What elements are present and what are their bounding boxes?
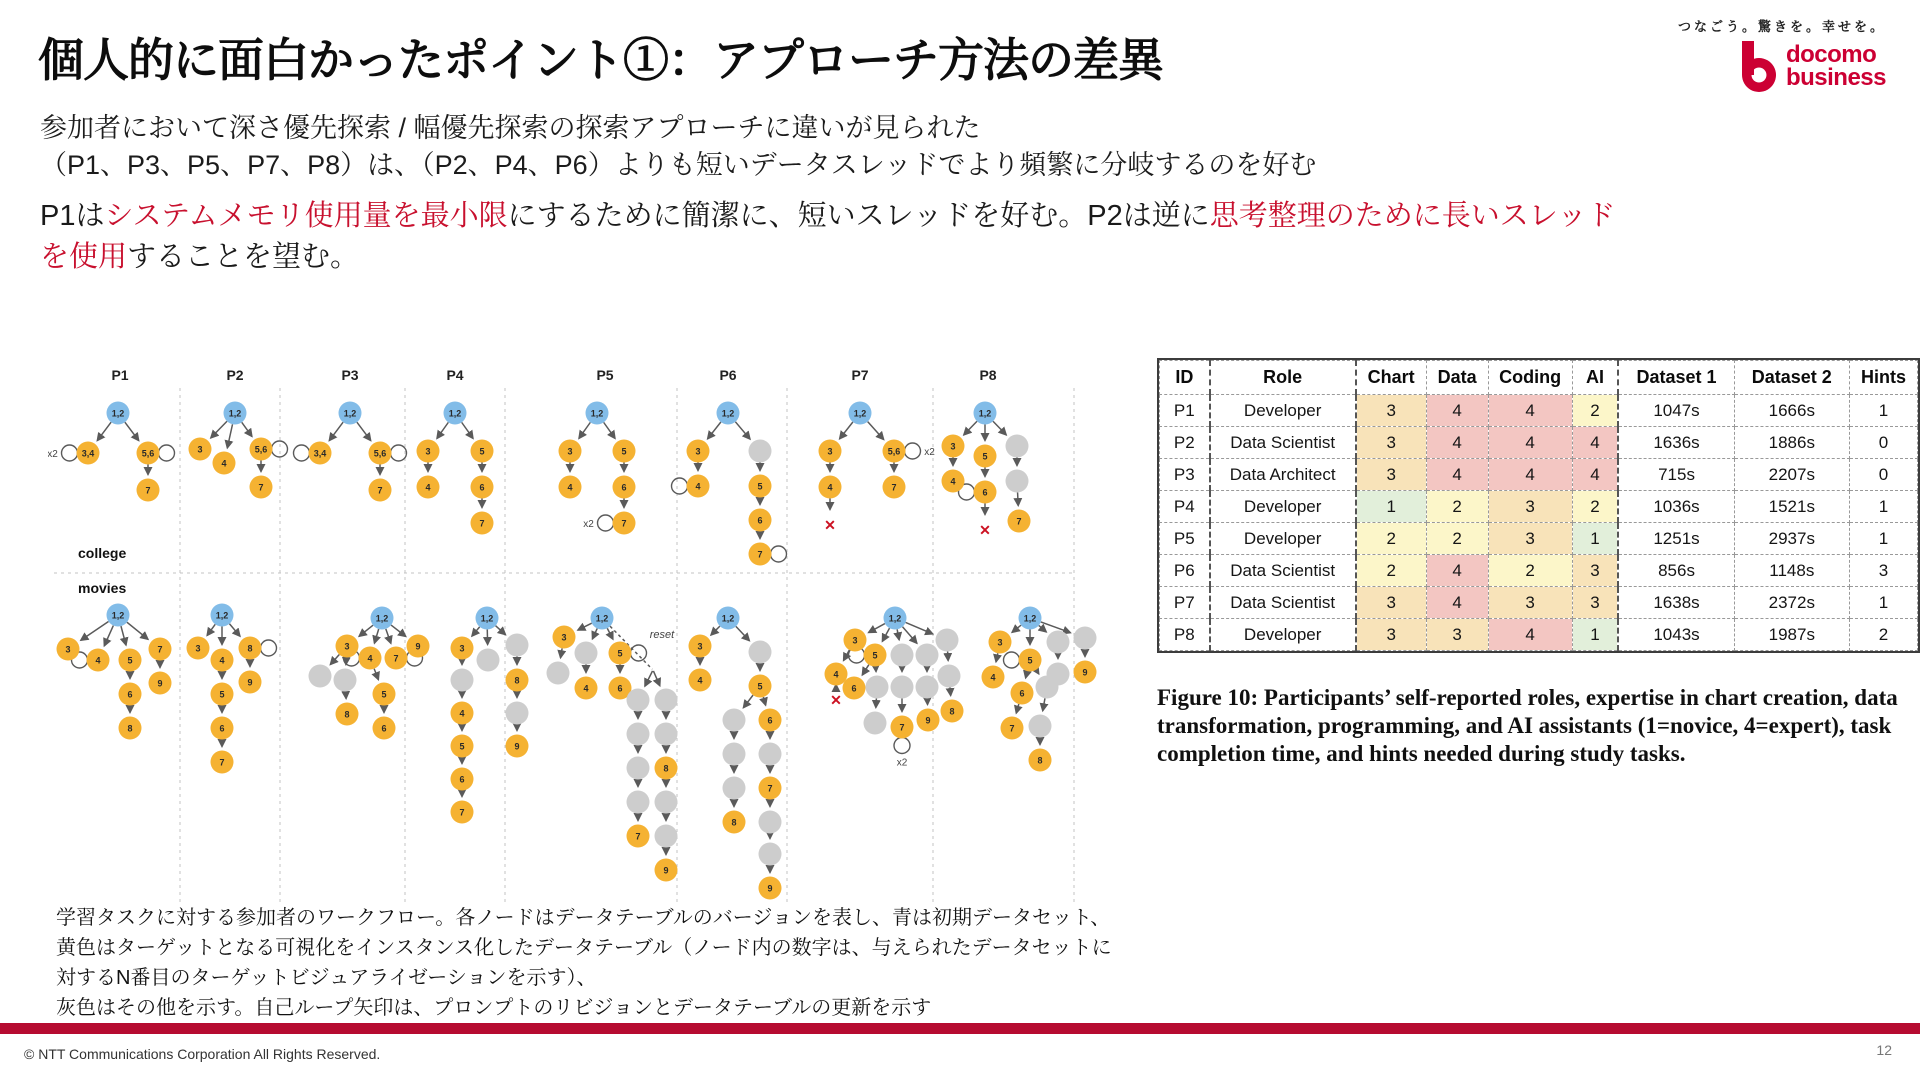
table-cell: 4 <box>1426 587 1488 619</box>
table-cell: P3 <box>1160 459 1210 491</box>
table-cell: Data Scientist <box>1210 587 1356 619</box>
table-cell: 3 <box>1356 427 1426 459</box>
table-cell: 0 <box>1849 427 1917 459</box>
svg-text:4: 4 <box>950 476 956 487</box>
table-row <box>1160 459 1918 491</box>
table-cell: 3 <box>1356 395 1426 427</box>
table-header-cell: Coding <box>1488 361 1572 395</box>
table-cell: Developer <box>1210 491 1356 523</box>
table-cell: 1521s <box>1734 491 1849 523</box>
svg-text:6: 6 <box>621 482 627 493</box>
svg-text:8: 8 <box>514 675 520 686</box>
svg-text:3: 3 <box>852 635 858 646</box>
svg-text:8: 8 <box>663 763 669 774</box>
svg-text:4: 4 <box>697 675 703 686</box>
svg-text:✕: ✕ <box>979 522 991 538</box>
table-row <box>1160 427 1918 459</box>
table-cell: 3 <box>1572 587 1618 619</box>
svg-text:5: 5 <box>757 481 763 492</box>
table-cell: 1 <box>1849 395 1917 427</box>
svg-text:1,2: 1,2 <box>228 408 242 419</box>
table-cell: 856s <box>1618 555 1734 587</box>
table-cell: P7 <box>1160 587 1210 619</box>
svg-text:x2: x2 <box>583 519 594 530</box>
svg-text:7: 7 <box>1016 516 1022 527</box>
svg-text:8: 8 <box>344 709 350 720</box>
table-cell: P2 <box>1160 427 1210 459</box>
svg-text:4: 4 <box>459 708 465 719</box>
table-cell: 1 <box>1849 491 1917 523</box>
workflow-figure <box>48 296 1128 908</box>
svg-text:7: 7 <box>219 757 225 768</box>
svg-text:5,6: 5,6 <box>887 446 901 457</box>
svg-text:4: 4 <box>695 481 701 492</box>
svg-text:3: 3 <box>425 446 431 457</box>
svg-text:3: 3 <box>561 632 567 643</box>
table-cell: 3 <box>1356 587 1426 619</box>
figure-caption: Figure 10: Participants’ self-reported roles, expertise in chart creation, data transformation, programming, and AI assistants (1=novice, 4=expert), task completion time, and hints needed during study tasks. <box>1157 685 1898 766</box>
svg-text:9: 9 <box>663 865 669 876</box>
svg-text:P3: P3 <box>341 367 359 383</box>
text-line: 灰色はその他を示す。自己ループ矢印は、プロンプトのリビジョンとデータテーブルの更新を示す <box>56 997 932 1019</box>
svg-text:1,2: 1,2 <box>111 408 125 419</box>
table-cell: P5 <box>1160 523 1210 555</box>
brand-word-2: business <box>1785 64 1886 91</box>
svg-text:6: 6 <box>479 482 485 493</box>
table-cell: 2937s <box>1734 523 1849 555</box>
table-cell: 1636s <box>1618 427 1734 459</box>
svg-text:4: 4 <box>425 482 431 493</box>
svg-text:5: 5 <box>621 446 627 457</box>
table-cell: 1036s <box>1618 491 1734 523</box>
intro-text <box>40 110 1316 184</box>
svg-text:4: 4 <box>990 672 996 683</box>
svg-text:6: 6 <box>1019 688 1025 699</box>
table-row <box>1160 523 1918 555</box>
table-header-cell: Data <box>1426 361 1488 395</box>
table-cell: 1 <box>1849 523 1917 555</box>
participants-table <box>1157 358 1920 653</box>
table-cell: 2 <box>1572 395 1618 427</box>
table-cell: 1251s <box>1618 523 1734 555</box>
table-cell: 1638s <box>1618 587 1734 619</box>
svg-text:6: 6 <box>982 487 988 498</box>
table-cell: 1 <box>1572 523 1618 555</box>
table-cell: 3 <box>1356 459 1426 491</box>
svg-text:1,2: 1,2 <box>480 613 494 624</box>
svg-text:4: 4 <box>567 482 573 493</box>
table-cell: Developer <box>1210 395 1356 427</box>
svg-text:9: 9 <box>157 678 163 689</box>
svg-text:8: 8 <box>127 723 133 734</box>
brand-wordmark <box>1785 41 1886 91</box>
svg-text:1,2: 1,2 <box>343 408 357 419</box>
svg-text:4: 4 <box>367 653 373 664</box>
table-cell: 0 <box>1849 459 1917 491</box>
table-cell: 4 <box>1572 459 1618 491</box>
table-row <box>1160 491 1918 523</box>
figure-note <box>56 903 1112 1023</box>
svg-text:9: 9 <box>925 715 931 726</box>
svg-text:reset: reset <box>649 629 675 641</box>
svg-text:P5: P5 <box>596 367 614 383</box>
table-cell: 3 <box>1488 491 1572 523</box>
table-cell: 2 <box>1488 555 1572 587</box>
table-cell: 4 <box>1488 619 1572 651</box>
text-span: することを望む。 <box>127 241 360 273</box>
table-cell: Developer <box>1210 619 1356 651</box>
svg-text:1,2: 1,2 <box>375 613 389 624</box>
svg-text:3: 3 <box>997 637 1003 648</box>
table-cell: 2 <box>1572 491 1618 523</box>
table-cell: 2 <box>1356 555 1426 587</box>
svg-text:3: 3 <box>567 446 573 457</box>
highlight-text <box>40 196 1640 278</box>
svg-text:7: 7 <box>377 485 383 496</box>
docomo-logo <box>1678 16 1886 93</box>
table-cell: 4 <box>1426 427 1488 459</box>
svg-text:7: 7 <box>1009 723 1015 734</box>
text-span: P1は <box>40 200 105 232</box>
svg-text:4: 4 <box>583 683 589 694</box>
svg-text:4: 4 <box>827 482 833 493</box>
table-cell: 2207s <box>1734 459 1849 491</box>
svg-text:P8: P8 <box>979 367 997 383</box>
svg-text:5: 5 <box>982 451 988 462</box>
svg-text:5: 5 <box>872 650 878 661</box>
svg-text:8: 8 <box>731 817 737 828</box>
table-cell: P6 <box>1160 555 1210 587</box>
text-line: 参加者において深さ優先探索 / 幅優先探索の探索アプローチに違いが見られた <box>40 113 981 143</box>
table-header-cell: Dataset 2 <box>1734 361 1849 395</box>
svg-text:P7: P7 <box>851 367 869 383</box>
table-header-cell: ID <box>1160 361 1210 395</box>
svg-text:x2: x2 <box>48 449 58 460</box>
text-line: 対するN番目のターゲットビジュアライゼーションを示す）、 <box>56 967 597 989</box>
table-cell: 1987s <box>1734 619 1849 651</box>
svg-text:P2: P2 <box>226 367 244 383</box>
table-cell: 1 <box>1849 587 1917 619</box>
svg-text:3: 3 <box>695 446 701 457</box>
table-cell: 2372s <box>1734 587 1849 619</box>
svg-text:3: 3 <box>827 446 833 457</box>
svg-text:3: 3 <box>195 643 201 654</box>
table-header-cell: Dataset 1 <box>1618 361 1734 395</box>
svg-text:6: 6 <box>219 723 225 734</box>
svg-text:6: 6 <box>767 715 773 726</box>
svg-text:5: 5 <box>219 689 225 700</box>
table-cell: 4 <box>1488 459 1572 491</box>
svg-text:5,6: 5,6 <box>254 444 268 455</box>
svg-text:P4: P4 <box>446 367 464 383</box>
svg-text:3,4: 3,4 <box>313 448 327 459</box>
page-number: 12 <box>1876 1042 1892 1058</box>
svg-text:7: 7 <box>479 518 485 529</box>
svg-text:3: 3 <box>197 444 203 455</box>
table-cell: 1043s <box>1618 619 1734 651</box>
svg-text:6: 6 <box>127 689 133 700</box>
svg-text:1,2: 1,2 <box>448 408 462 419</box>
svg-text:7: 7 <box>157 644 163 655</box>
svg-text:5: 5 <box>1027 655 1033 666</box>
svg-text:1,2: 1,2 <box>978 408 992 419</box>
table-cell: 3 <box>1572 555 1618 587</box>
svg-text:P1: P1 <box>111 367 129 383</box>
table-cell: 2 <box>1426 523 1488 555</box>
svg-text:5,6: 5,6 <box>141 448 155 459</box>
brand-lockup <box>1678 41 1886 93</box>
svg-text:1,2: 1,2 <box>590 408 604 419</box>
table-cell: 1666s <box>1734 395 1849 427</box>
table-cell: 1886s <box>1734 427 1849 459</box>
table-cell: 1047s <box>1618 395 1734 427</box>
brand-tagline: つなごう。驚きを。幸せを。 <box>1677 19 1886 34</box>
svg-text:8: 8 <box>1037 755 1043 766</box>
table-cell: 3 <box>1488 587 1572 619</box>
table-cell: Developer <box>1210 523 1356 555</box>
svg-text:5: 5 <box>459 741 465 752</box>
text-span: システムメモリ使用量を最小限 <box>104 200 508 232</box>
table-cell: 3 <box>1849 555 1917 587</box>
svg-text:7: 7 <box>145 485 151 496</box>
table-cell: Data Scientist <box>1210 555 1356 587</box>
table-row <box>1160 555 1918 587</box>
table-cell: Data Scientist <box>1210 427 1356 459</box>
svg-text:7: 7 <box>459 807 465 818</box>
svg-text:3,4: 3,4 <box>81 448 95 459</box>
svg-text:9: 9 <box>1082 667 1088 678</box>
svg-text:1,2: 1,2 <box>888 613 902 624</box>
table-header-row <box>1160 361 1918 395</box>
svg-text:7: 7 <box>393 653 399 664</box>
table-cell: 4 <box>1572 427 1618 459</box>
svg-text:1,2: 1,2 <box>595 613 609 624</box>
svg-text:9: 9 <box>514 741 520 752</box>
svg-text:6: 6 <box>851 683 857 694</box>
table-cell: P8 <box>1160 619 1210 651</box>
page-title: 個人的に面白かったポイント①：アプローチ方法の差異 <box>38 34 1163 86</box>
svg-text:x2: x2 <box>896 757 908 769</box>
svg-text:7: 7 <box>258 482 264 493</box>
svg-text:9: 9 <box>415 641 421 652</box>
table-cell: 4 <box>1488 427 1572 459</box>
svg-text:1,2: 1,2 <box>111 610 125 621</box>
svg-text:7: 7 <box>621 518 627 529</box>
svg-text:4: 4 <box>95 655 101 666</box>
table-cell: 4 <box>1426 555 1488 587</box>
svg-text:3: 3 <box>344 641 350 652</box>
svg-text:3: 3 <box>950 441 956 452</box>
svg-text:1,2: 1,2 <box>215 610 229 621</box>
svg-text:✕: ✕ <box>824 517 836 533</box>
brand-word-1: docomo <box>1785 41 1877 69</box>
table-cell: 1 <box>1572 619 1618 651</box>
svg-text:6: 6 <box>757 515 763 526</box>
docomo-d-icon <box>1736 41 1778 93</box>
table-cell: P1 <box>1160 395 1210 427</box>
svg-text:3: 3 <box>65 644 71 655</box>
table-cell: Data Architect <box>1210 459 1356 491</box>
svg-text:7: 7 <box>899 722 905 733</box>
svg-text:college: college <box>78 545 127 561</box>
svg-text:7: 7 <box>891 482 897 493</box>
text-span: 思考整理のために長いスレッドを使用 <box>40 200 1616 273</box>
svg-text:8: 8 <box>949 706 955 717</box>
svg-text:1,2: 1,2 <box>721 613 735 624</box>
table-cell: 1 <box>1356 491 1426 523</box>
svg-text:5: 5 <box>381 689 387 700</box>
copyright: © NTT Communications Corporation All Rights Reserved. <box>24 1046 381 1062</box>
svg-text:✕: ✕ <box>830 692 842 708</box>
text-line: 学習タスクに対する参加者のワークフロー。各ノードはデータテーブルのバージョンを表し、青は初期データセット、 <box>56 907 1111 929</box>
svg-text:6: 6 <box>617 683 623 694</box>
table-cell: P4 <box>1160 491 1210 523</box>
table-cell: 4 <box>1426 395 1488 427</box>
table-row <box>1160 587 1918 619</box>
text-line: （P1、P3、P5、P7、P8）は、（P2、P4、P6）よりも短いデータスレッドでより頻繁に分岐するのを好む <box>40 150 1317 180</box>
svg-text:3: 3 <box>697 641 703 652</box>
svg-text:6: 6 <box>381 723 387 734</box>
table-row <box>1160 395 1918 427</box>
table-cell: 2 <box>1426 491 1488 523</box>
table-cell: 2 <box>1356 523 1426 555</box>
table-cell: 3 <box>1426 619 1488 651</box>
svg-text:P6: P6 <box>719 367 737 383</box>
svg-text:5: 5 <box>127 655 133 666</box>
table-row <box>1160 619 1918 651</box>
table-cell: 3 <box>1488 523 1572 555</box>
svg-text:6: 6 <box>459 774 465 785</box>
svg-text:1,2: 1,2 <box>721 408 735 419</box>
svg-text:5: 5 <box>757 681 763 692</box>
svg-text:x2: x2 <box>924 447 935 458</box>
svg-text:movies: movies <box>78 580 127 596</box>
svg-text:5: 5 <box>617 648 623 659</box>
svg-text:1,2: 1,2 <box>853 408 867 419</box>
svg-text:5: 5 <box>479 446 485 457</box>
svg-text:4: 4 <box>221 458 227 469</box>
svg-text:7: 7 <box>635 831 641 842</box>
svg-text:9: 9 <box>767 883 773 894</box>
table-header-cell: Chart <box>1356 361 1426 395</box>
table-cell: 3 <box>1356 619 1426 651</box>
workflow-diagram-svg <box>48 296 1128 908</box>
svg-text:3: 3 <box>459 643 465 654</box>
table-header-cell: AI <box>1572 361 1618 395</box>
svg-text:1,2: 1,2 <box>1023 613 1037 624</box>
svg-text:9: 9 <box>247 677 253 688</box>
svg-text:4: 4 <box>219 655 225 666</box>
table-cell: 4 <box>1488 395 1572 427</box>
table-cell: 715s <box>1618 459 1734 491</box>
accent-bar <box>0 1023 1920 1034</box>
table-cell: 2 <box>1849 619 1917 651</box>
table-header-cell: Role <box>1210 361 1356 395</box>
table-header-cell: Hints <box>1849 361 1917 395</box>
text-span: にするために簡潔に、短いスレッドを好む。P2は逆に <box>507 200 1210 232</box>
text-line: 黄色はターゲットとなる可視化をインスタンス化したデータテーブル（ノード内の数字は、与えられたデータセットに <box>56 937 1112 959</box>
svg-text:5,6: 5,6 <box>373 448 387 459</box>
svg-text:4: 4 <box>833 669 839 680</box>
svg-text:8: 8 <box>247 643 253 654</box>
table-cell: 1148s <box>1734 555 1849 587</box>
table-cell: 4 <box>1426 459 1488 491</box>
svg-text:7: 7 <box>767 783 773 794</box>
svg-text:7: 7 <box>757 549 763 560</box>
